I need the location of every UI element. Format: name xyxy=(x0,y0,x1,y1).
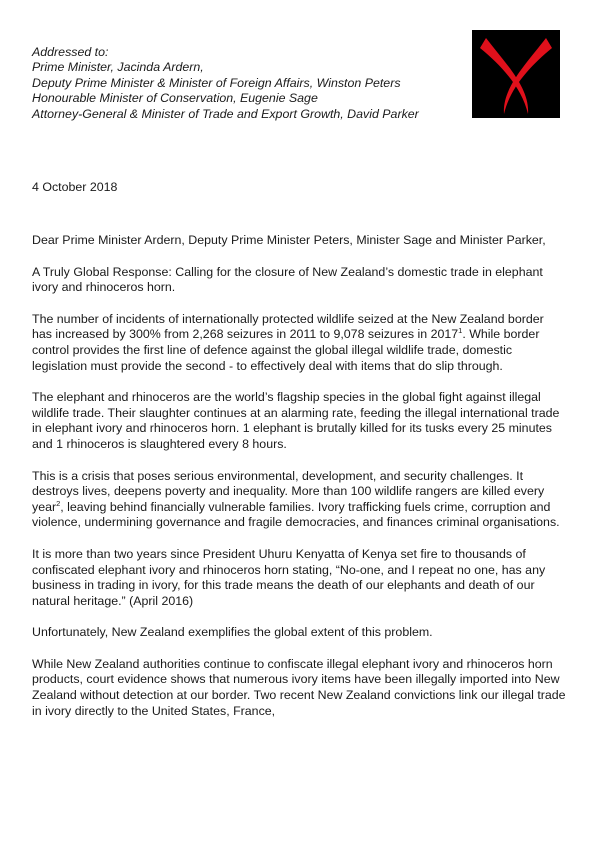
salutation: Dear Prime Minister Ardern, Deputy Prime Minister Peters, Minister Sage and Minister Parker, xyxy=(32,233,546,247)
letter-body xyxy=(32,233,567,735)
paragraph-convictions: While New Zealand authorities continue to confiscate illegal elephant ivory and rhinoceros horn products, court evidence shows that numerous ivory items have been illegally imported into New Zealand without detection at our border. Two recent New Zealand convictions link our illegal trade in ivory directly to the United States, France, xyxy=(32,656,566,718)
paragraph-text: , leaving behind financially vulnerable families. Ivory trafficking fuels crime, corruption and violence, undermining governance and fragile democracies, and finances criminal organisations. xyxy=(32,499,560,530)
paragraph-text: This is a crisis that poses serious environmental, development, and security challenges. It destroys lives, deepens poverty and inequality. More than 100 wildlife rangers are killed every year xyxy=(32,468,545,514)
paragraph-flagship-species: The elephant and rhinoceros are the world’s flagship species in the global fight against illegal wildlife trade. Their slaughter continues at an alarming rate, feeding the illegal international trade in elephant ivory and rhinoceros horn. 1 elephant is brutally killed for its tusks every 25 minutes and 1 rhinoceros is slaughtered every 8 hours. xyxy=(32,390,560,451)
tusk-x-icon xyxy=(472,30,560,118)
paragraph-text: . While border control provides the first line of defence against the global illegal wildlife trade, domestic legislation must provide the second - to effectively deal with items that do slip through. xyxy=(32,327,540,373)
footnote-ref: 1 xyxy=(458,326,463,336)
addressee-line: Honourable Minister of Conservation, Eugenie Sage xyxy=(32,91,318,106)
addressee-heading: Addressed to: xyxy=(32,45,109,59)
addressee-line: Attorney-General & Minister of Trade and Export Growth, David Parker xyxy=(32,106,419,121)
addressee-block xyxy=(32,45,472,122)
addressee-line: Deputy Prime Minister & Minister of Foreign Affairs, Winston Peters xyxy=(32,75,401,90)
addressee-line: Prime Minister, Jacinda Ardern, xyxy=(32,60,204,75)
paragraph-new-zealand: Unfortunately, New Zealand exemplifies the global extent of this problem. xyxy=(32,625,433,640)
paragraph-border-seizures xyxy=(32,312,567,374)
paragraph-crisis xyxy=(32,469,567,531)
subject-line: A Truly Global Response: Calling for the closure of New Zealand’s domestic trade in elephant ivory and rhinoceros horn. xyxy=(32,264,543,295)
footnote-ref: 2 xyxy=(56,498,61,508)
paragraph-kenyatta-quote: It is more than two years since President Uhuru Kenyatta of Kenya set fire to thousands of confiscated elephant ivory and rhinoceros horn stating, “No-one, and I repeat no one, has any business in trading in ivory, for this trade means the death of our elephants and death of our natural heritage.” (April 2016) xyxy=(32,546,546,608)
paragraph-text: The number of incidents of internationally protected wildlife seized at the New Zealand border has increased by 300% from 2,268 seizures in 2011 to 9,078 seizures in 2017 xyxy=(32,311,544,342)
tusk-x-logo xyxy=(472,30,560,118)
letter-date: 4 October 2018 xyxy=(32,180,118,194)
